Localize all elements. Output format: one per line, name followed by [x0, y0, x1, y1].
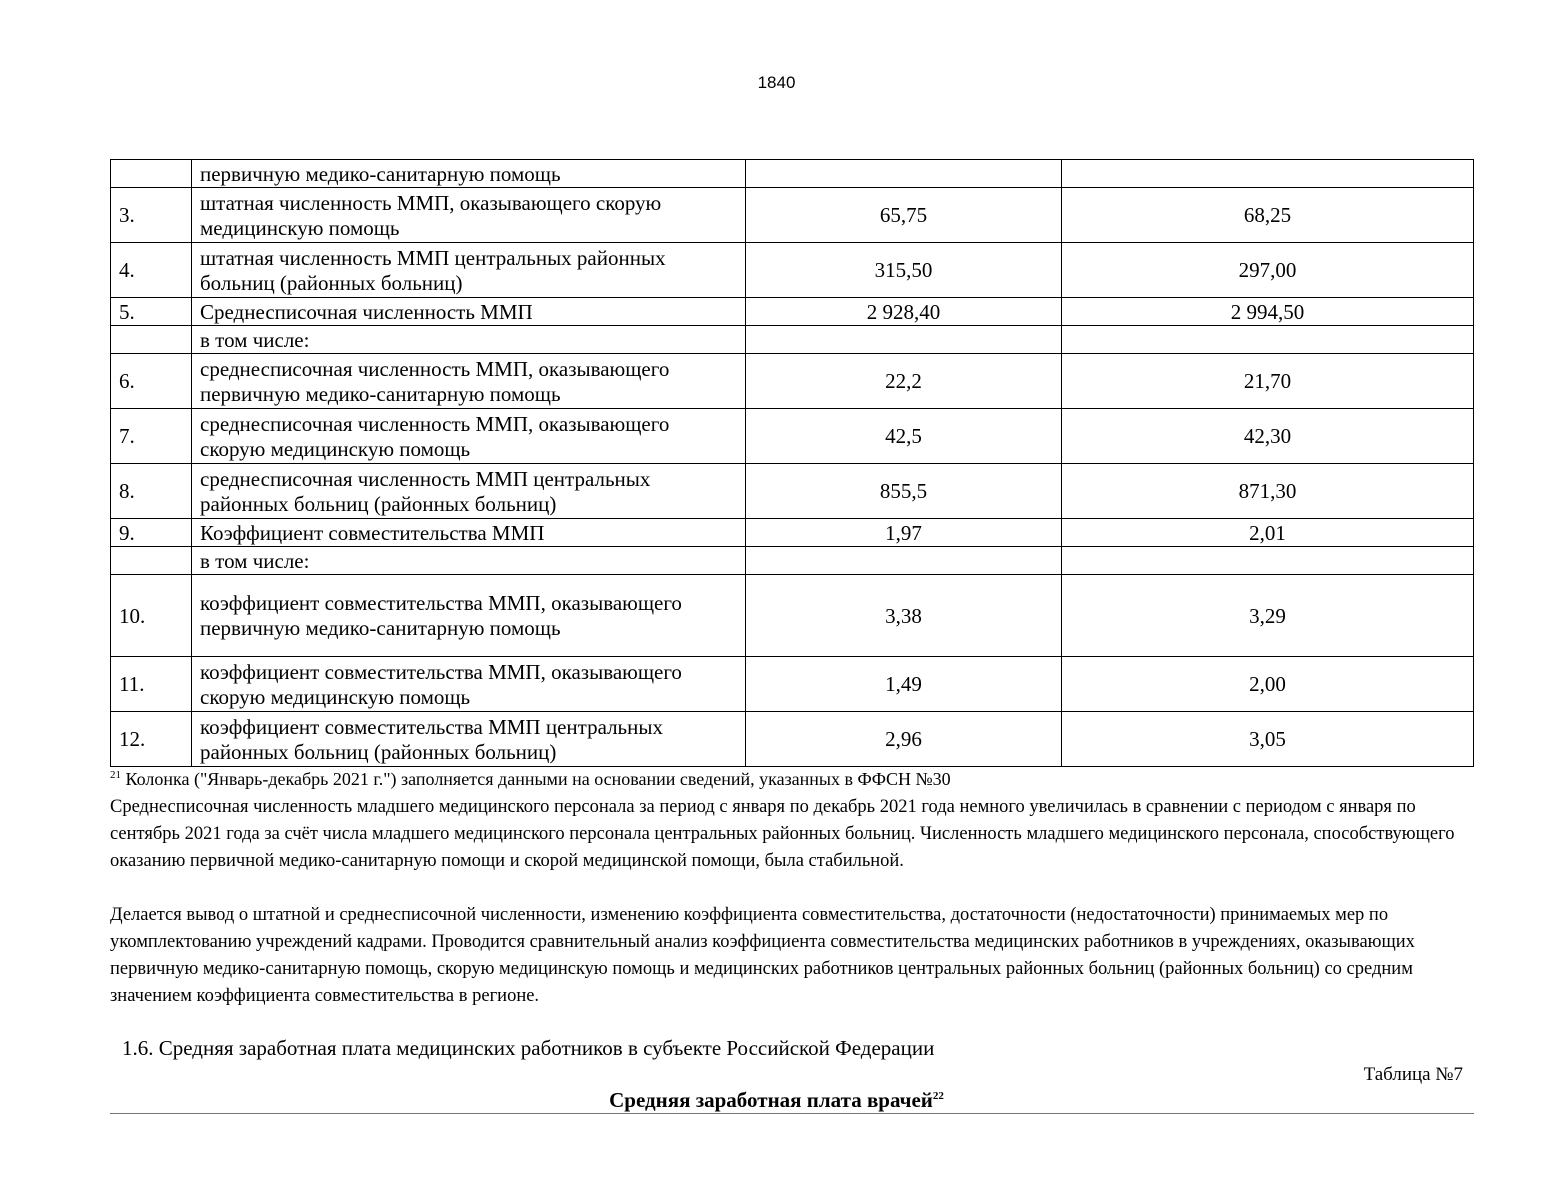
row-number: 6. [111, 354, 192, 409]
row-indicator: в том числе: [192, 547, 746, 575]
table-row [111, 243, 1474, 298]
row-value-period-2: 21,70 [1062, 354, 1474, 409]
row-number: 11. [111, 657, 192, 712]
table-row [111, 354, 1474, 409]
row-value-period-1 [746, 326, 1062, 354]
section-heading: 1.6. Средняя заработная плата медицинских работников в субъекте Российской Федерации [122, 1036, 935, 1060]
row-indicator: штатная численность ММП, оказывающего скорую медицинскую помощь [192, 188, 746, 243]
row-indicator: Коэффициент совместительства ММП [192, 519, 746, 547]
row-value-period-2: 42,30 [1062, 409, 1474, 464]
row-value-period-1: 1,49 [746, 657, 1062, 712]
row-value-period-2: 871,30 [1062, 464, 1474, 519]
table-row [111, 519, 1474, 547]
row-value-period-2: 3,29 [1062, 575, 1474, 657]
section-title-text: Средняя заработная плата врачей [609, 1088, 933, 1112]
body-paragraph: Среднесписочная численность младшего медицинского персонала за период с января по декабрь 2021 года немного увеличилась в сравнении с периодом с января по сентябрь 2021 года за счёт числа младшего медицинского персонала центральных районных больниц. Численность младшего медицинского персонала, способствующего оказанию первичной медико-санитарную помощи и скорой медицинской помощи, была стабильной. [110, 797, 1455, 871]
row-indicator: Среднесписочная численность ММП [192, 298, 746, 326]
table-row [111, 575, 1474, 657]
page-number: 1840 [757, 73, 796, 92]
row-indicator: в том числе: [192, 326, 746, 354]
row-value-period-1: 42,5 [746, 409, 1062, 464]
row-value-period-1 [746, 547, 1062, 575]
row-value-period-1: 2,96 [746, 712, 1062, 767]
table-row [111, 464, 1474, 519]
row-number: 4. [111, 243, 192, 298]
row-value-period-1: 22,2 [746, 354, 1062, 409]
row-value-period-1: 2 928,40 [746, 298, 1062, 326]
row-value-period-2: 2,01 [1062, 519, 1474, 547]
row-indicator: коэффициент совместительства ММП, оказывающего первичную медико-санитарную помощь [192, 575, 746, 657]
row-value-period-2: 68,25 [1062, 188, 1474, 243]
row-indicator: среднесписочная численность ММП, оказывающего скорую медицинскую помощь [192, 409, 746, 464]
row-number: 12. [111, 712, 192, 767]
footnote [110, 768, 1480, 790]
row-number: 8. [111, 464, 192, 519]
row-number [111, 326, 192, 354]
table-row [111, 547, 1474, 575]
row-value-period-1: 65,75 [746, 188, 1062, 243]
footnote-text: Колонка ("Январь-декабрь 2021 г.") заполняется данными на основании сведений, указанных в ФФСН №30 [121, 769, 951, 789]
section-title-marker: 22 [932, 1090, 944, 1102]
table-row [111, 188, 1474, 243]
row-value-period-2: 2,00 [1062, 657, 1474, 712]
row-indicator: первичную медико-санитарную помощь [192, 160, 746, 188]
row-value-period-2 [1062, 326, 1474, 354]
row-number: 5. [111, 298, 192, 326]
row-indicator: среднесписочная численность ММП центральных районных больниц (районных больниц) [192, 464, 746, 519]
row-number: 7. [111, 409, 192, 464]
row-value-period-2 [1062, 160, 1474, 188]
table-row [111, 160, 1474, 188]
table-row [111, 326, 1474, 354]
row-value-period-2: 297,00 [1062, 243, 1474, 298]
table-row [111, 298, 1474, 326]
row-number [111, 160, 192, 188]
row-number: 9. [111, 519, 192, 547]
table-row [111, 657, 1474, 712]
row-indicator: штатная численность ММП центральных районных больниц (районных больниц) [192, 243, 746, 298]
section-title [0, 1088, 1553, 1113]
staffing-table [110, 159, 1474, 767]
row-number [111, 547, 192, 575]
row-indicator: коэффициент совместительства ММП, оказывающего скорую медицинскую помощь [192, 657, 746, 712]
row-value-period-1: 315,50 [746, 243, 1062, 298]
table-caption: Таблица №7 [1363, 1064, 1463, 1085]
row-value-period-1: 1,97 [746, 519, 1062, 547]
row-indicator: коэффициент совместительства ММП центральных районных больниц (районных больниц) [192, 712, 746, 767]
row-indicator: среднесписочная численность ММП, оказывающего первичную медико-санитарную помощь [192, 354, 746, 409]
row-value-period-1: 3,38 [746, 575, 1062, 657]
divider [110, 1113, 1474, 1114]
row-value-period-1 [746, 160, 1062, 188]
row-value-period-2: 3,05 [1062, 712, 1474, 767]
row-value-period-2: 2 994,50 [1062, 298, 1474, 326]
row-number: 3. [111, 188, 192, 243]
row-number: 10. [111, 575, 192, 657]
row-value-period-2 [1062, 547, 1474, 575]
body-paragraph: Делается вывод о штатной и среднесписочной численности, изменению коэффициента совместительства, достаточности (недостаточности) принимаемых мер по укомплектованию учреждений кадрами. Проводится сравнительный анализ коэффициента совместительства медицинских работников в учреждениях, оказывающих первичную медико-санитарную помощь, скорую медицинскую помощь и медицинских работников центральных районных больниц (районных больниц) со средним значением коэффициента совместительства в регионе. [110, 905, 1415, 1006]
table-row [111, 409, 1474, 464]
table-row [111, 712, 1474, 767]
footnote-marker: 21 [110, 769, 121, 781]
row-value-period-1: 855,5 [746, 464, 1062, 519]
